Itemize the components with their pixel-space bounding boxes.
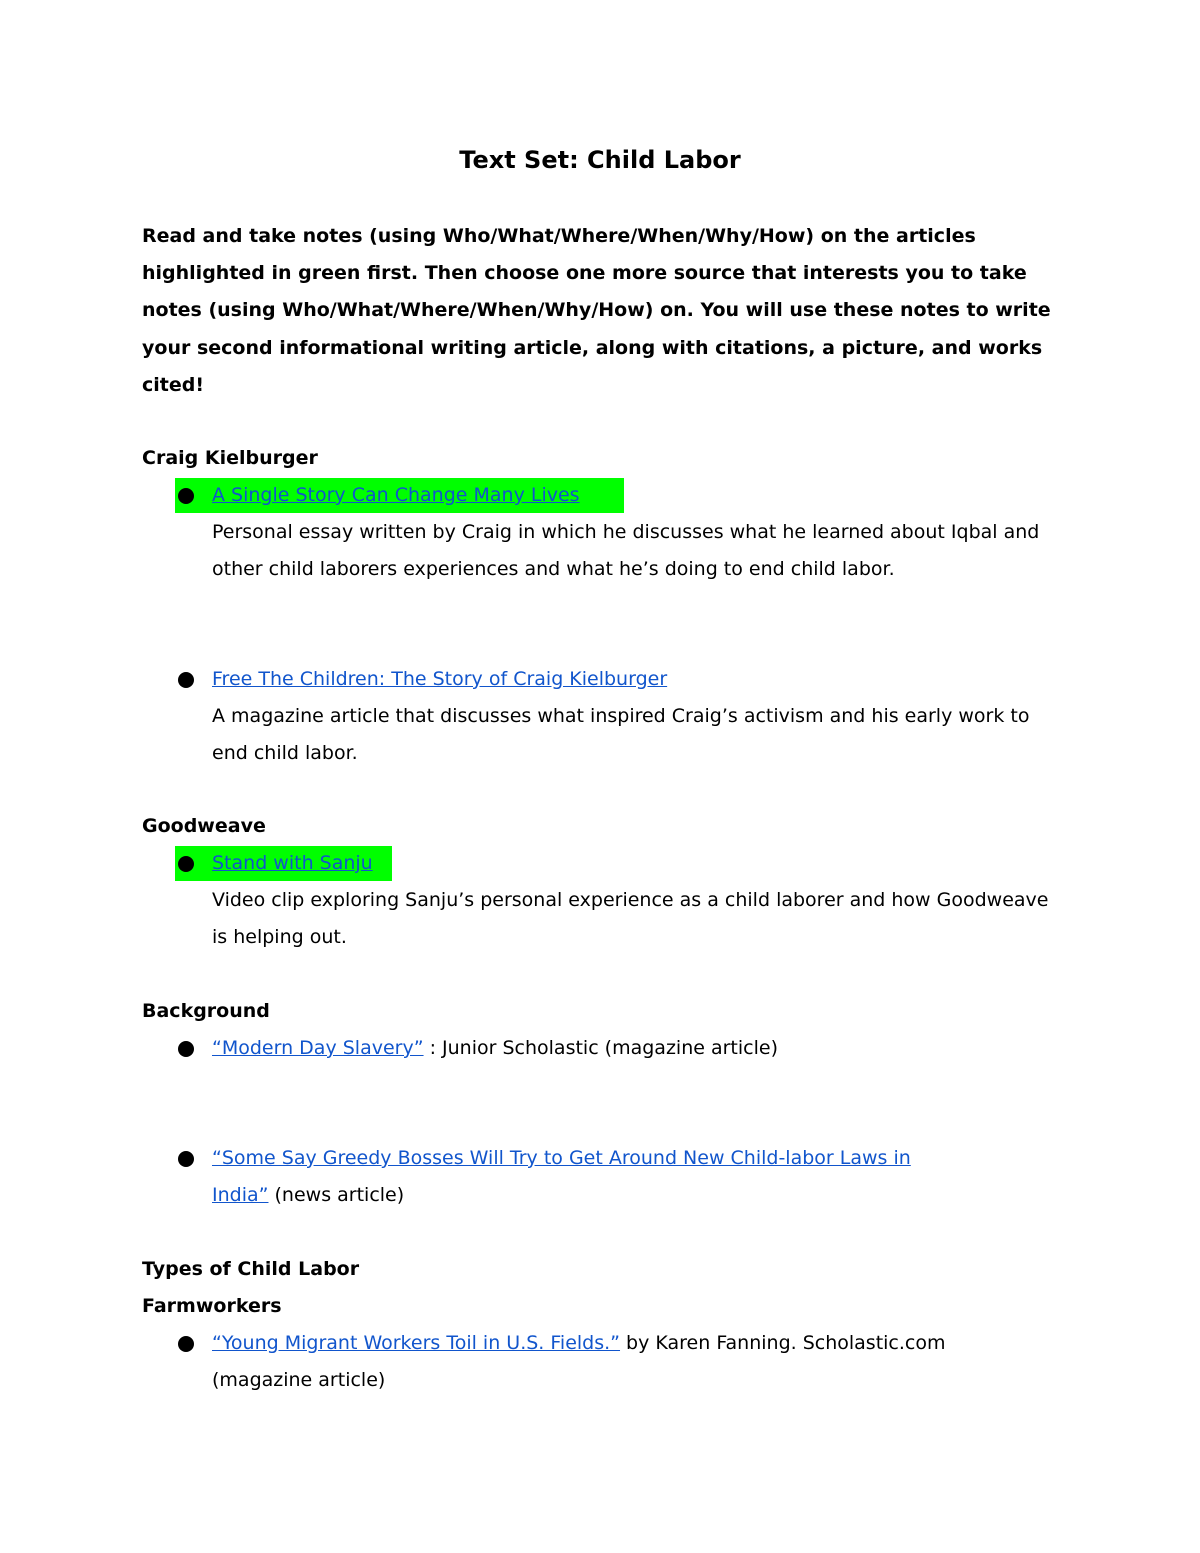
bullet-icon (178, 672, 194, 688)
bullet-icon (178, 488, 194, 504)
section-heading-background: Background (142, 1000, 270, 1022)
subheading-farmworkers: Farmworkers (142, 1295, 282, 1317)
bullet-icon (178, 1151, 194, 1167)
instructions-paragraph: Read and take notes (using Who/What/Where/When/Why/How) on the articles highlighted in green first. Then choose one more source that interests you to take notes (using Who/What/Where/When/Why/How) on. You will use these notes to write your second informational writing article, along with citations, a picture, and works cited! (142, 225, 1051, 396)
list-item (142, 477, 1062, 588)
article-link-single-story[interactable]: A Single Story Can Change Many Lives (212, 484, 580, 506)
article-link-young-migrant-workers[interactable]: “Young Migrant Workers Toil in U.S. Fields.” (212, 1332, 621, 1354)
list-item (142, 1030, 1062, 1067)
source-note: by Karen Fanning. Scholastic.com (620, 1332, 946, 1354)
list-item (142, 661, 1062, 772)
section-heading-types: Types of Child Labor (142, 1258, 360, 1280)
video-link-stand-with-sanju[interactable]: Stand with Sanju (212, 852, 373, 874)
article-link-modern-day-slavery[interactable]: “Modern Day Slavery” (212, 1037, 424, 1059)
page-title: Text Set: Child Labor (459, 146, 741, 174)
bullet-icon (178, 1336, 194, 1352)
bullet-icon (178, 1041, 194, 1057)
section-heading-goodweave: Goodweave (142, 815, 266, 837)
list-item (142, 845, 1062, 956)
source-type-note: (magazine article) (212, 1369, 386, 1391)
article-description: Video clip exploring Sanju’s personal experience as a child laborer and how Goodweave is helping out. (212, 889, 1049, 948)
source-note: : Junior Scholastic (magazine article) (423, 1037, 778, 1059)
bullet-icon (178, 856, 194, 872)
article-description: A magazine article that discusses what inspired Craig’s activism and his early work to end child labor. (212, 705, 1030, 764)
list-item (142, 1140, 1062, 1214)
article-link-free-the-children[interactable]: Free The Children: The Story of Craig Kielburger (212, 668, 668, 690)
source-note: (news article) (268, 1184, 405, 1206)
article-link-greedy-bosses[interactable]: “Some Say Greedy Bosses Will Try to Get Around New Child-labor Laws in (212, 1147, 911, 1169)
section-heading-craig: Craig Kielburger (142, 447, 318, 469)
list-item (142, 1325, 1062, 1399)
article-link-greedy-bosses-cont[interactable]: India” (212, 1184, 269, 1206)
article-description: Personal essay written by Craig in which he discusses what he learned about Iqbal and other child laborers experiences and what he’s doing to end child labor. (212, 521, 1040, 580)
